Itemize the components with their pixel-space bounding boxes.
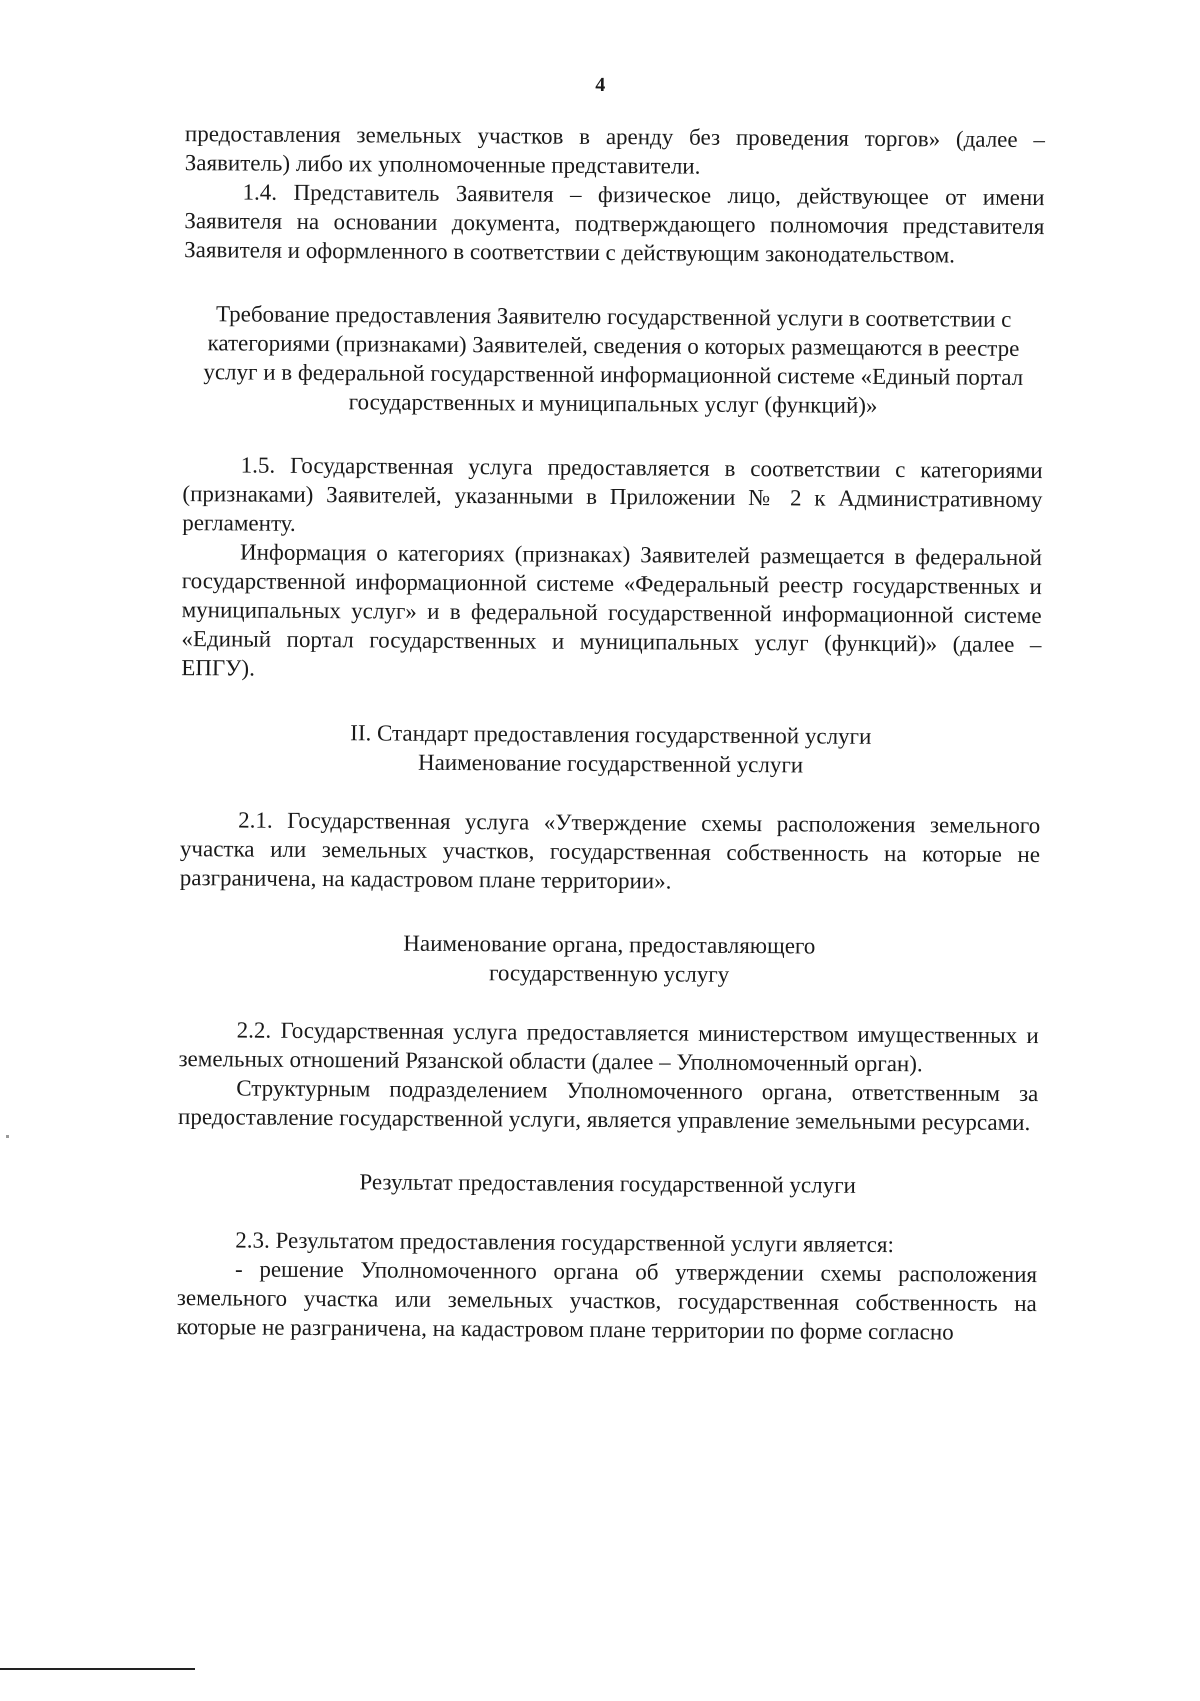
- heading-organ-line-2: государственную услугу: [488, 960, 730, 987]
- section-2-title: II. Стандарт предоставления государственной услуги: [350, 720, 872, 749]
- paragraph-intro: предоставления земельных участков в аренду без проведения торгов» (далее – Заявитель) либо их уполномоченные представители.: [184, 121, 1046, 179]
- page-number: 4: [595, 73, 606, 97]
- paragraph-decision: - решение Уполномоченного органа об утверждении схемы расположения земельного участка или земельных участков, государственная собственность на которые не разграничена, на кадастровом плане территории по форме согласно: [176, 1256, 1038, 1345]
- paragraph-1-4: 1.4. Представитель Заявителя – физическое лицо, действующее от имени Заявителя на основании документа, подтверждающего полномочия представителя Заявителя и оформленного в соответствии с действующим законодательством.: [184, 179, 1045, 268]
- heading-organ-line-1: Наименование органа, предоставляющего: [403, 930, 816, 959]
- paragraph-1-5: 1.5. Государственная услуга предоставляется в соответствии с категориями (признаками) Заявителей, указанными в Приложении № 2 к Административному регламенту.: [182, 452, 1043, 536]
- document-body: [177, 119, 1046, 1347]
- heading-result: Результат предоставления государственной услуги: [359, 1169, 856, 1198]
- scan-artifact: [6, 1135, 9, 1138]
- paragraph-2-2: 2.2. Государственная услуга предоставляется министерством имущественных и земельных отношений Рязанской области (далее – Уполномоченный орган).: [178, 1017, 1039, 1077]
- paragraph-2-3: 2.3. Результатом предоставления государственной услуги является:: [235, 1227, 894, 1258]
- heading-service-name: Наименование государственной услуги: [417, 749, 804, 778]
- footnote-separator: [0, 1668, 195, 1670]
- paragraph-info: Информация о категориях (признаках) Заявителей размещается в федеральной государственной информационной системе «Федеральный реестр государственных и муниципальных услуг» и в федеральной государственной информационной системе «Единый портал государственных и муниципальных услуг (функций)» (далее – ЕПГУ).: [181, 539, 1043, 681]
- paragraph-structural-unit: Структурным подразделением Уполномоченного органа, ответственным за предоставление государственной услуги, является управление земельными ресурсами.: [178, 1075, 1039, 1136]
- paragraph-2-1: 2.1. Государственная услуга «Утверждение схемы расположения земельного участка или земельных участков, государственная собственность на которые не разграничена, на кадастровом плане территории».: [179, 807, 1041, 894]
- heading-requirement: Требование предоставления Заявителю государственной услуги в соответствии с категориями (признаками) Заявителей, сведения о которых размещаются в реестре услуг и в федеральной государственной информационной системе «Единый портал государственных и муниципальных услуг (функций)»: [203, 301, 1024, 418]
